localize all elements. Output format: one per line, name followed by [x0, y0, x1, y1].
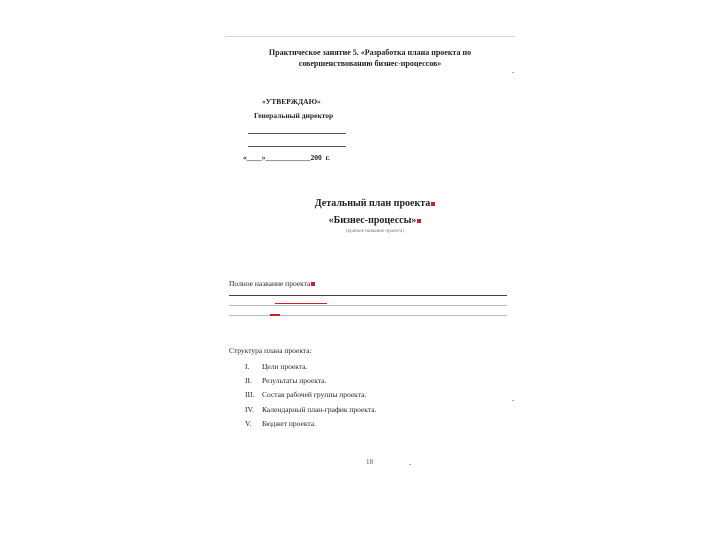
list-item-number: V.	[245, 418, 252, 428]
list-item-number: II.	[245, 376, 252, 386]
project-name-red-mark	[270, 314, 280, 316]
scan-dot	[512, 72, 514, 73]
top-rule	[225, 36, 515, 37]
list-item-number: III.	[245, 390, 255, 400]
approve-stamp-text: «УТВЕРЖДАЮ»	[262, 97, 321, 106]
full-project-name-label: Полное название проекта	[229, 279, 311, 288]
structure-list	[245, 360, 376, 431]
project-name-line-2	[229, 305, 507, 306]
director-position: Генеральный директор	[254, 111, 334, 120]
list-item	[245, 417, 376, 431]
document-subtitle	[290, 215, 460, 226]
project-name-line-1	[229, 295, 507, 296]
list-item-text: Бюджет проекта.	[262, 418, 316, 428]
list-item	[245, 374, 376, 388]
signature-line-2	[248, 146, 346, 147]
list-item	[245, 360, 376, 374]
list-item-number: I.	[245, 362, 250, 371]
red-marker-icon	[417, 219, 421, 223]
scan-dot	[409, 464, 411, 465]
list-item-number: IV.	[245, 404, 254, 414]
page-number: 18	[366, 458, 373, 466]
list-item	[245, 403, 376, 417]
structure-heading: Структура плана проекта:	[229, 346, 312, 355]
project-name-red-underline	[275, 303, 327, 304]
full-project-name	[229, 279, 315, 288]
short-name-note: (краткое название проекта)	[346, 229, 404, 234]
red-marker-icon	[431, 202, 435, 206]
header-line-2: совершенствованию бизнес-процессов»	[298, 59, 442, 68]
signature-line-1	[248, 133, 346, 134]
document-subtitle-text: «Бизнес-процессы»	[328, 215, 417, 226]
list-item-text: Результаты проекта.	[262, 376, 327, 386]
list-item	[245, 388, 376, 402]
scan-dot	[512, 400, 514, 401]
header-line-1: Практическое занятие 5. «Разработка плана проекта по	[268, 48, 472, 57]
approval-date-line: «____»____________200 г.	[243, 153, 330, 162]
document-title	[280, 198, 470, 209]
red-marker-icon	[311, 282, 315, 286]
practical-lesson-header	[230, 47, 510, 69]
list-item-text: Календарный план-график проекта.	[262, 404, 377, 414]
list-item-text: Цели проекта.	[262, 362, 308, 371]
list-item-text: Состав рабочей группы проекта.	[262, 390, 367, 400]
document-title-text: Детальный план проекта	[314, 198, 431, 209]
